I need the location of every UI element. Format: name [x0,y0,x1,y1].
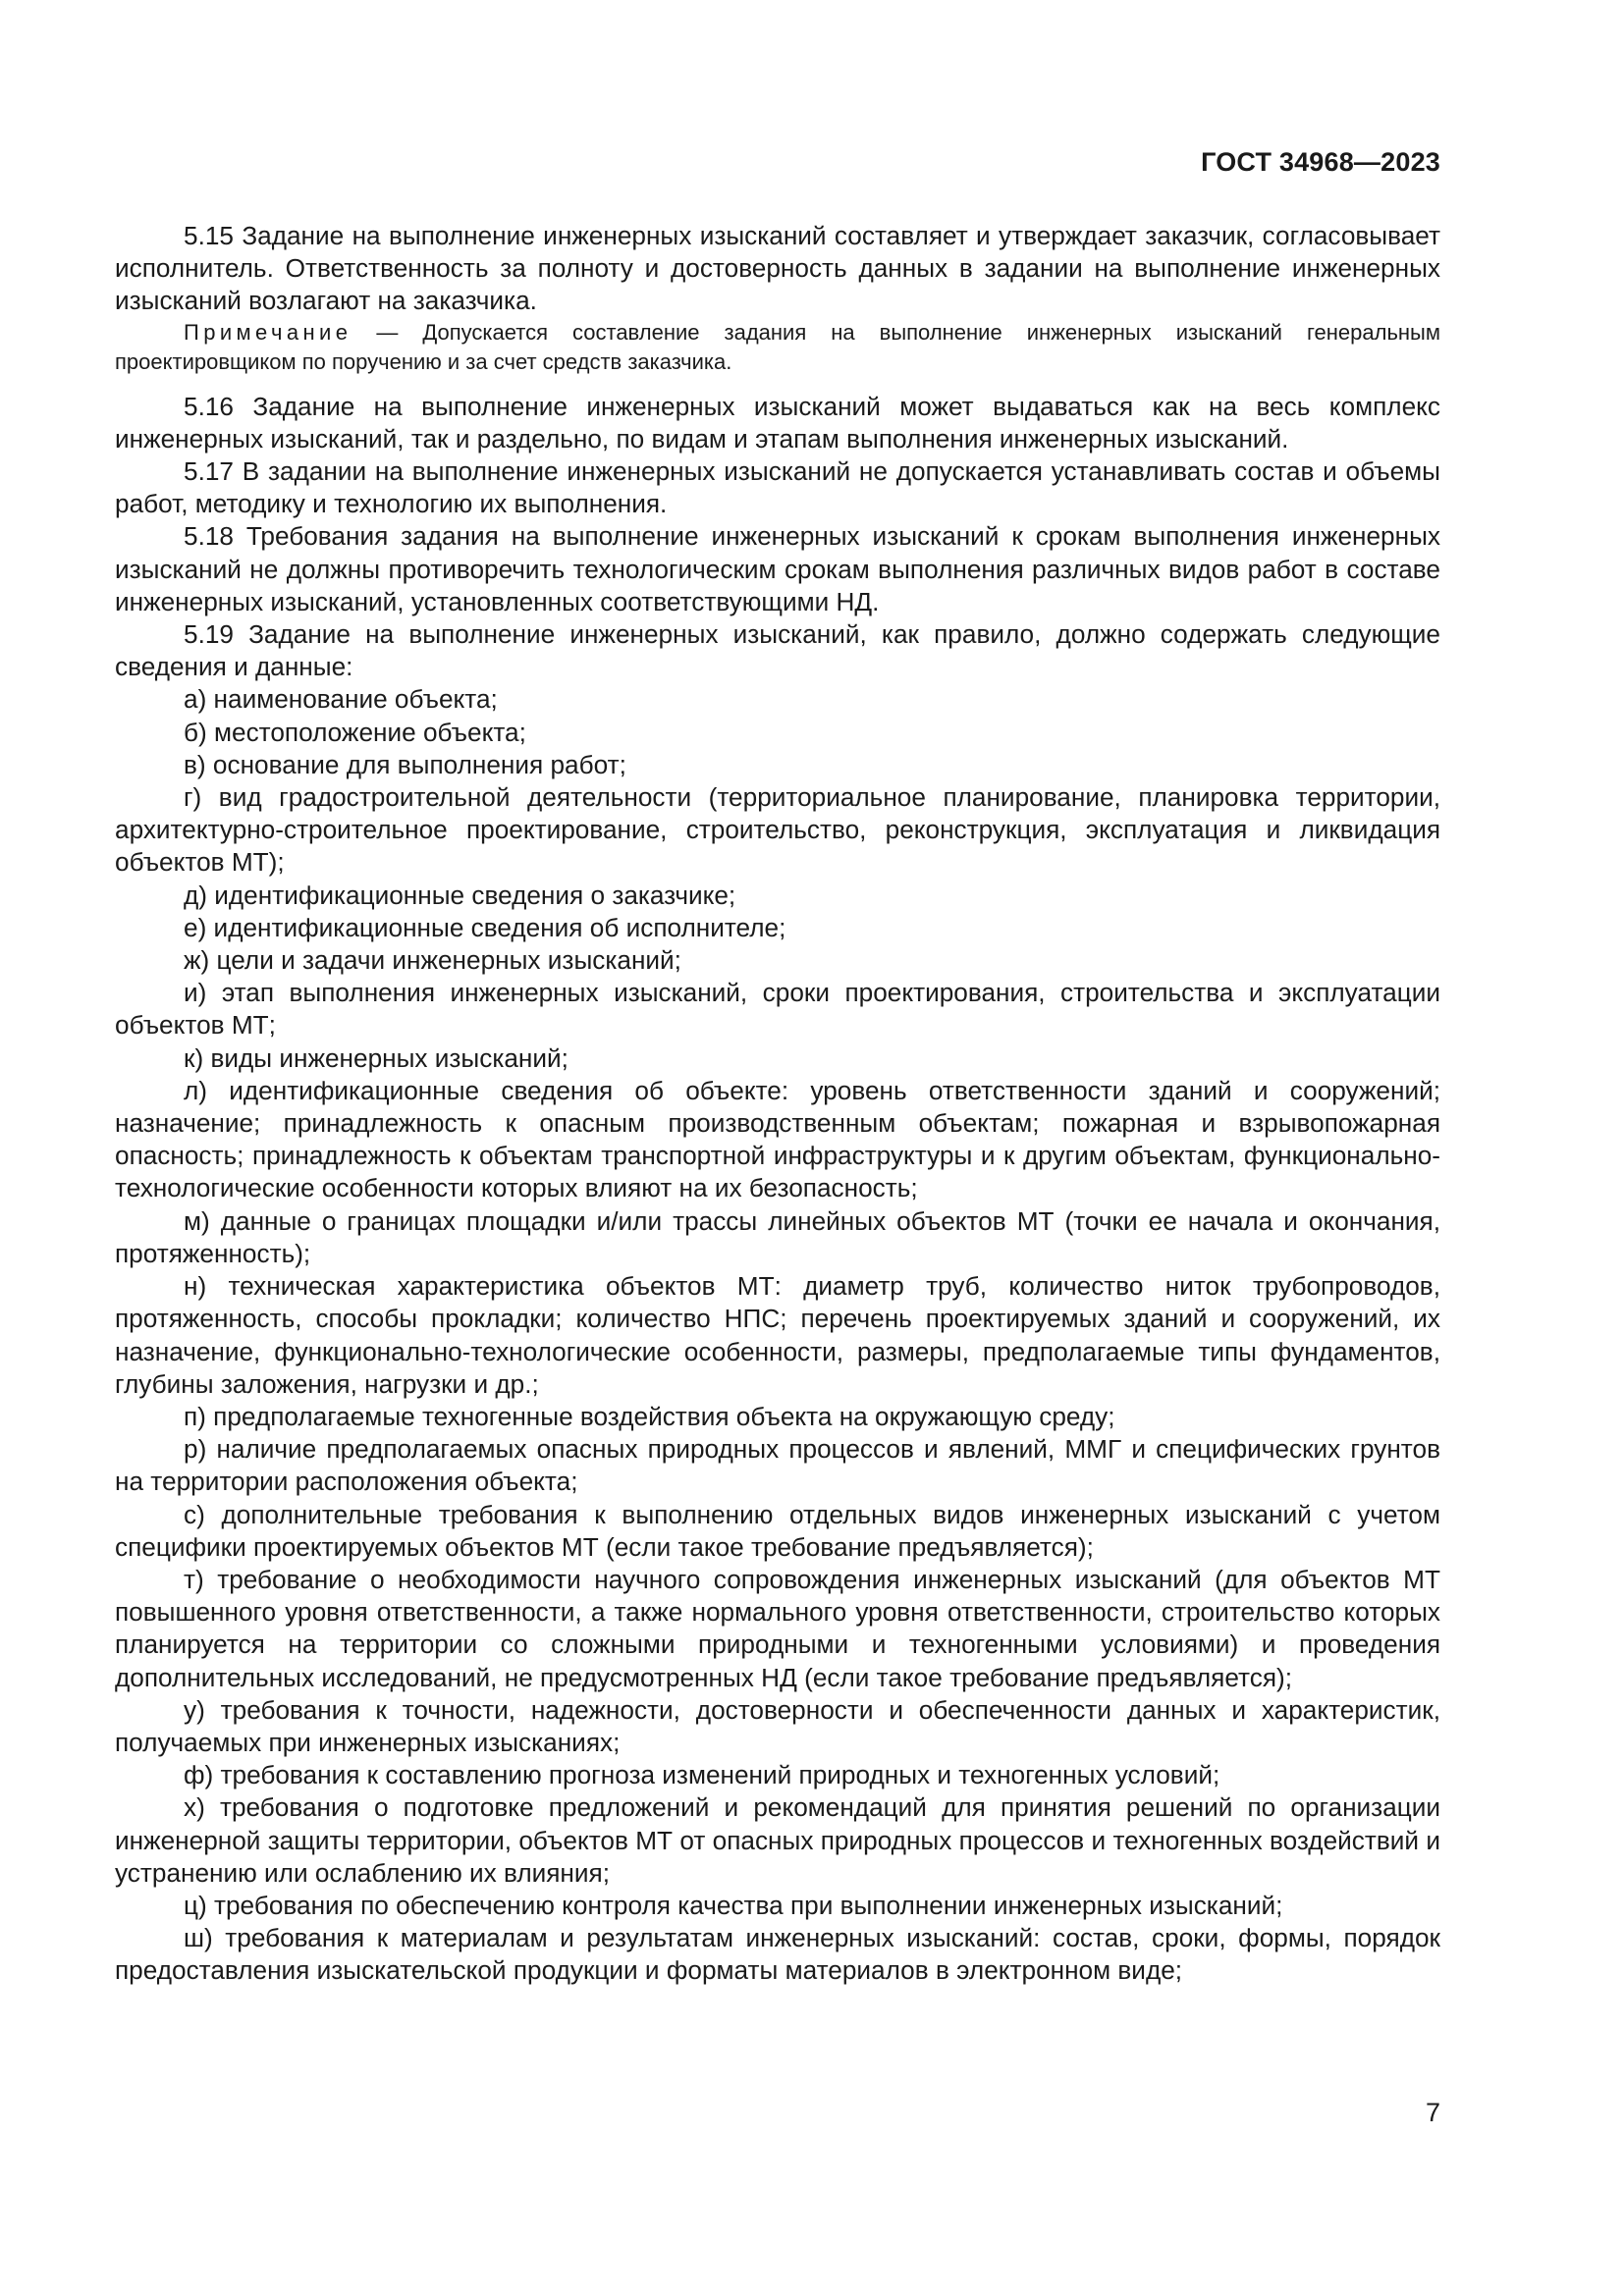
list-item-e: е) идентификационные сведения об исполнителе; [184,912,786,942]
list-item-d: д) идентификационные сведения о заказчике; [184,880,736,910]
paragraph-5-16: 5.16 Задание на выполнение инженерных изысканий может выдаваться как на весь комплекс инженерных изысканий, так и раздельно, по видам и этапам выполнения инженерных изысканий. [115,391,1440,454]
list-item-l: л) идентификационные сведения об объекте: уровень ответственности зданий и сооружений; назначение; принадлежность к опасным производственным объектам; пожарная и взрывопожарная опасность; принадлежность к объектам транспортной инфраструктуры и к другим объектам, функционально-технологические особенности которых влияют на их безопасность; [115,1075,1440,1203]
list-item-f: ф) требования к составлению прогноза изменений природных и техногенных условий; [184,1760,1220,1790]
list-item-m: м) данные о границах площадки и/или трассы линейных объектов МТ (точки ее начала и окончания, протяженность); [115,1205,1440,1268]
list-item-ts: ц) требования по обеспечению контроля качества при выполнении инженерных изысканий; [184,1890,1283,1920]
list-item-s: с) дополнительные требования к выполнению отдельных видов инженерных изысканий с учетом специфики проектируемых объектов МТ (если такое требование предъявляется); [115,1499,1440,1562]
list-item-u: у) требования к точности, надежности, достоверности и обеспеченности данных и характеристик, получаемых при инженерных изысканиях; [115,1694,1440,1757]
paragraph-5-15: 5.15 Задание на выполнение инженерных изысканий составляет и утверждает заказчик, согласовывает исполнитель. Ответственность за полноту и достоверность данных в задании на выполнение инженерных изысканий возлагают на заказчика. [115,221,1440,316]
list-item-r: р) наличие предполагаемых опасных природных процессов и явлений, ММГ и специфических грунтов на территории расположения объекта; [115,1434,1440,1497]
paragraph-5-19: 5.19 Задание на выполнение инженерных изысканий, как правило, должно содержать следующие сведения и данные: [115,619,1440,682]
list-item-v: в) основание для выполнения работ; [184,749,626,779]
page-number: 7 [1425,2098,1440,2127]
note-text: — Допускается составление задания на выполнение инженерных изысканий генеральным проектировщиком по поручению и за счет средств заказчика. [115,319,1440,374]
list-item-zh: ж) цели и задачи инженерных изысканий; [184,945,681,976]
note-paragraph [115,318,1440,377]
document-code: ГОСТ 34968—2023 [1201,147,1440,177]
note-label: Примечание [184,319,352,345]
list-item-n: н) техническая характеристика объектов МТ: диаметр труб, количество ниток трубопроводов, протяженность, способы прокладки; количество НПС; перечень проектируемых зданий и сооружений, их назначение, функционально-технологические особенности, размеры, предполагаемые типы фундаментов, глубины заложения, нагрузки и др.; [115,1271,1440,1399]
paragraph-5-18: 5.18 Требования задания на выполнение инженерных изысканий к срокам выполнения инженерных изысканий не должны противоречить технологическим срокам выполнения различных видов работ в составе инженерных изысканий, установленных соответствующими НД. [115,521,1440,616]
document-body [115,220,1440,1988]
list-item-b: б) местоположение объекта; [184,717,526,747]
list-item-k: к) виды инженерных изысканий; [184,1042,568,1073]
list-item-a: а) наименование объекта; [184,684,498,715]
paragraph-5-17: 5.17 В задании на выполнение инженерных изысканий не допускается устанавливать состав и объемы работ, методику и технологию их выполнения. [115,456,1440,519]
list-item-kh: х) требования о подготовке предложений и рекомендаций для принятия решений по организации инженерной защиты территории, объектов МТ от опасных природных процессов и техногенных воздействий и устранению или ослаблению их влияния; [115,1792,1440,1888]
list-item-p: п) предполагаемые техногенные воздействия объекта на окружающую среду; [184,1401,1115,1431]
list-item-g: г) вид градостроительной деятельности (территориальное планирование, планировка территории, архитектурно-строительное проектирование, строительство, реконструкция, эксплуатация и ликвидация объектов МТ); [115,782,1440,878]
list-item-i: и) этап выполнения инженерных изысканий, сроки проектирования, строительства и эксплуатации объектов МТ; [115,978,1440,1041]
list-item-sh: ш) требования к материалам и результатам инженерных изысканий: состав, сроки, формы, порядок предоставления изыскательской продукции и форматы материалов в электронном виде; [115,1923,1440,1986]
list-item-t: т) требование о необходимости научного сопровождения инженерных изысканий (для объектов МТ повышенного уровня ответственности, а также нормального уровня ответственности, строительство которых планируется на территории со сложными природными и техногенными условиями) и проведения дополнительных исследований, не предусмотренных НД (если такое требование предъявляется); [115,1564,1440,1692]
